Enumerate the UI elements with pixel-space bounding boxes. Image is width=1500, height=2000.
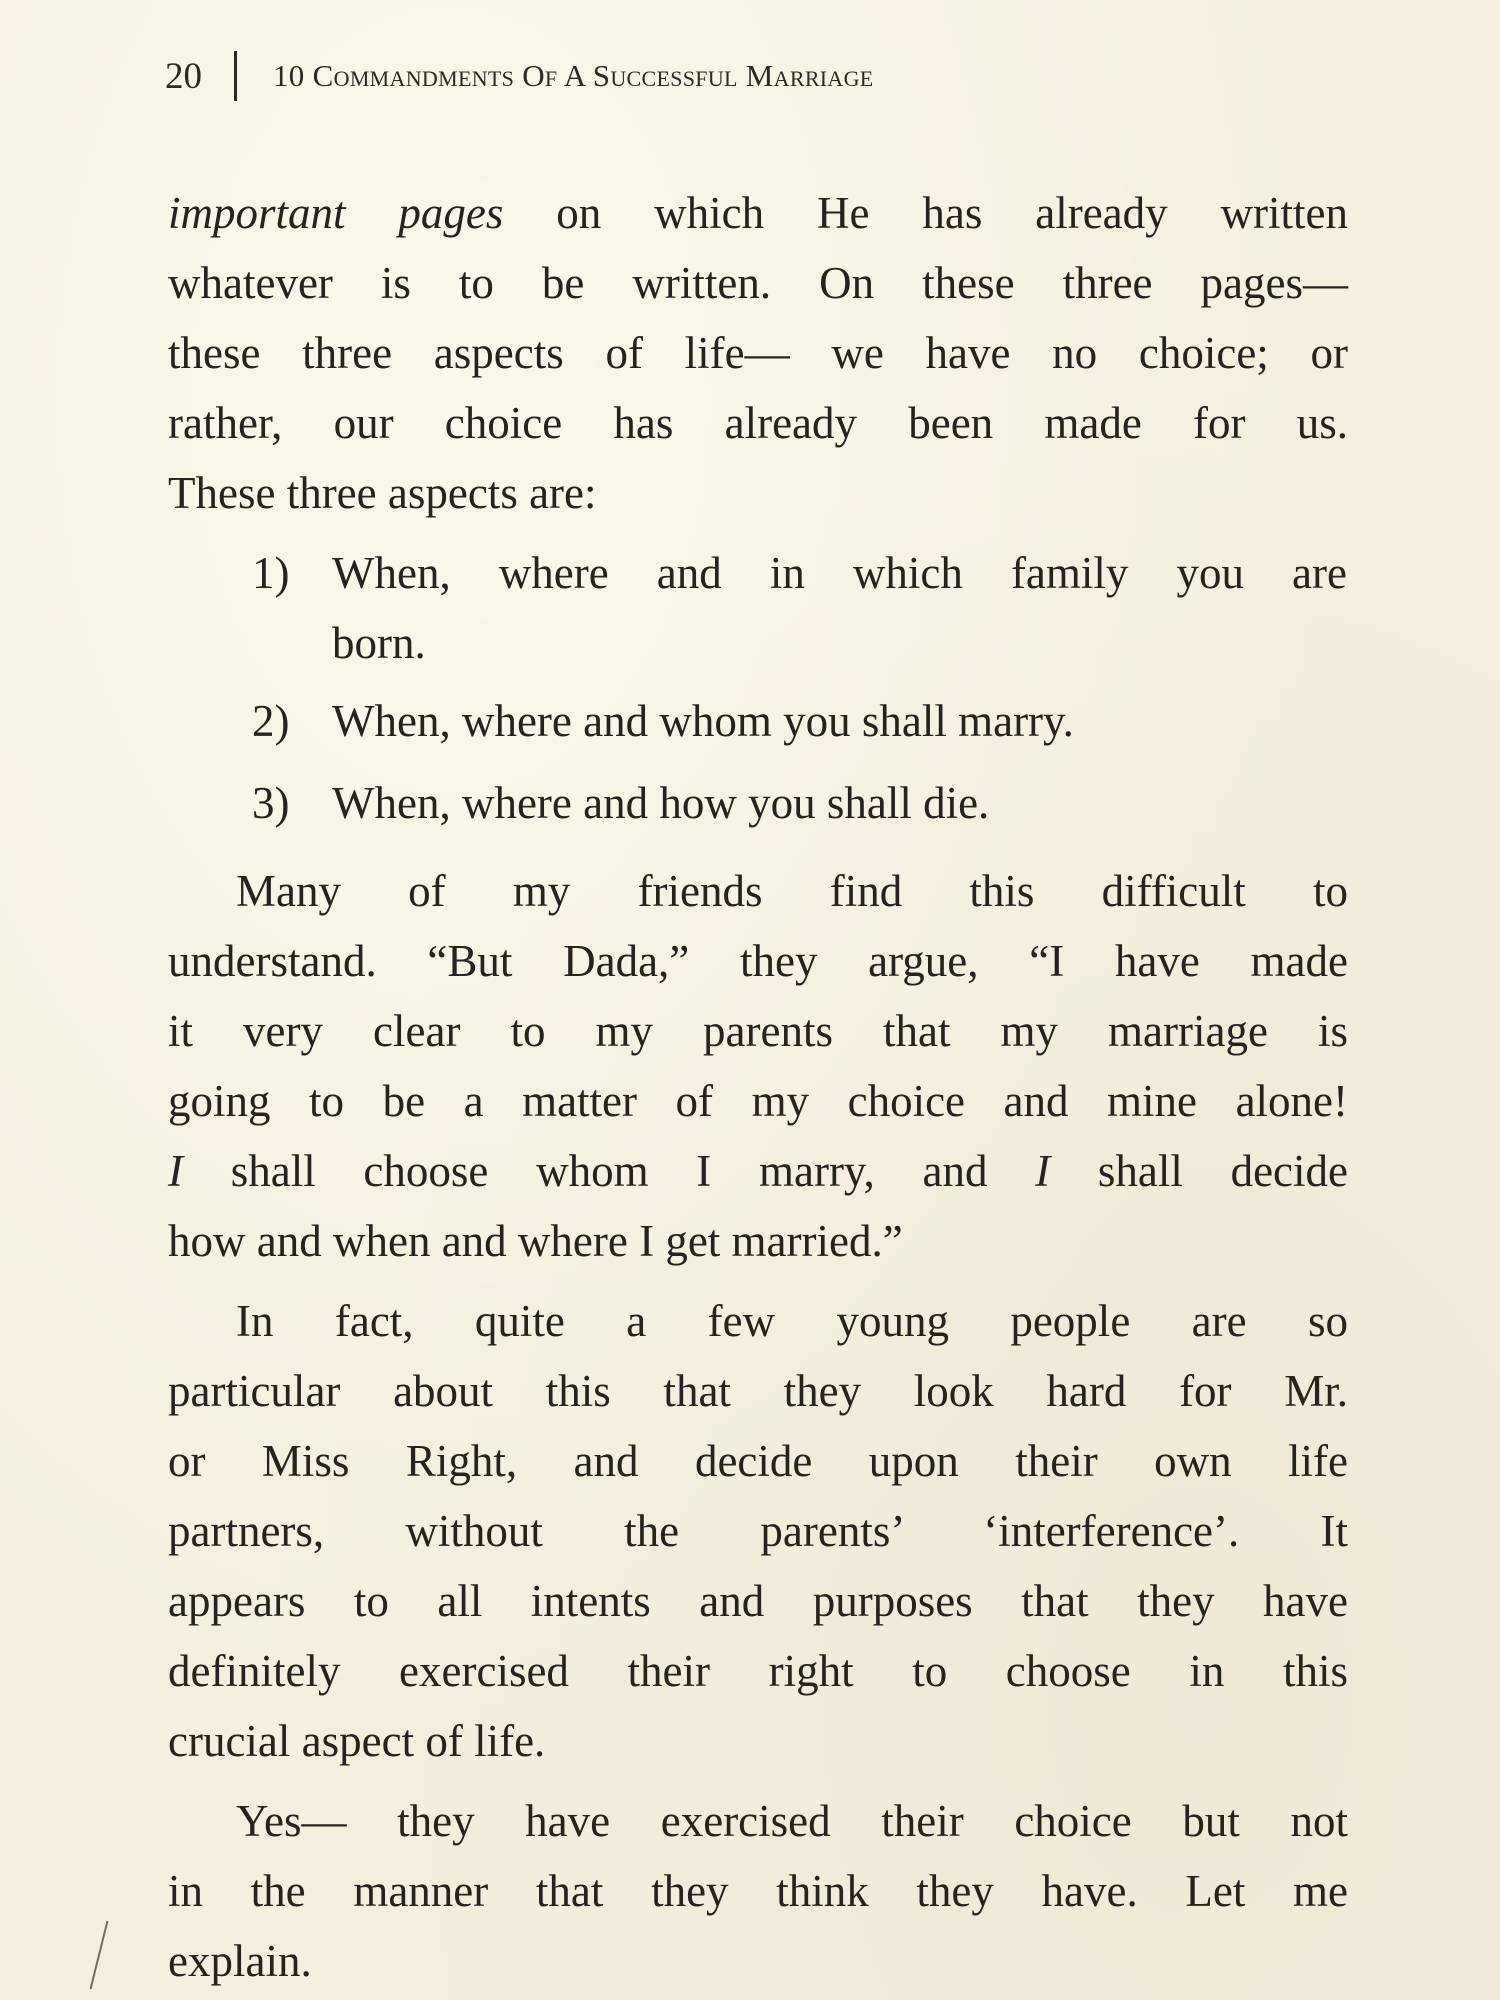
text-line: I shall choose whom I marry, and I shall decide xyxy=(168,1146,1348,1196)
paragraph-1 xyxy=(168,178,1348,528)
text-line: it very clear to my parents that my marriage is xyxy=(168,1006,1348,1056)
italic-word: I xyxy=(168,1146,183,1196)
text-line: partners, without the parents’ ‘interference’. It xyxy=(168,1506,1348,1556)
list-item xyxy=(252,538,1347,678)
list-text: When, where and how you shall die. xyxy=(332,778,990,828)
text-line: In fact, quite a few young people are so xyxy=(236,1296,1348,1346)
text-line: in the manner that they think they have. Let me xyxy=(168,1866,1348,1916)
paragraph-4 xyxy=(168,1786,1348,1996)
list-text: When, where and in which family you are xyxy=(332,548,1347,598)
list-number: 2) xyxy=(252,696,290,746)
text-line: Yes— they have exercised their choice but not xyxy=(236,1796,1348,1846)
text-line: rather, our choice has already been made for us. xyxy=(168,398,1348,448)
list-item xyxy=(252,768,1347,838)
aspects-list xyxy=(252,538,1347,838)
paragraph-3 xyxy=(168,1286,1348,1776)
margin-scratch xyxy=(90,1921,109,1989)
text-line: definitely exercised their right to choose in this xyxy=(168,1646,1348,1696)
text-line: crucial aspect of life. xyxy=(168,1716,546,1766)
text-line: or Miss Right, and decide upon their own life xyxy=(168,1436,1348,1486)
header-divider xyxy=(234,51,237,101)
text-line: appears to all intents and purposes that they have xyxy=(168,1576,1348,1626)
list-number: 1) xyxy=(252,548,290,598)
running-title: 10 Commandments Of A Successful Marriage xyxy=(273,58,874,93)
text-line: important pages on which He has already written xyxy=(168,188,1348,238)
paragraph-2 xyxy=(168,856,1348,1276)
italic-phrase: important pages xyxy=(168,188,504,238)
page-number: 20 xyxy=(165,55,202,97)
list-item xyxy=(252,686,1347,756)
text-line: how and when and where I get married.” xyxy=(168,1216,903,1266)
text-line: going to be a matter of my choice and mine alone! xyxy=(168,1076,1348,1126)
list-text: When, where and whom you shall marry. xyxy=(332,696,1074,746)
text-line: explain. xyxy=(168,1936,312,1986)
text-line: whatever is to be written. On these three pages— xyxy=(168,258,1348,308)
text-line: particular about this that they look hard for Mr. xyxy=(168,1366,1348,1416)
text-line: these three aspects of life— we have no choice; or xyxy=(168,328,1348,378)
running-header xyxy=(165,48,874,104)
text-line: These three aspects are: xyxy=(168,468,597,518)
text-line: understand. “But Dada,” they argue, “I have made xyxy=(168,936,1348,986)
list-text: born. xyxy=(332,618,426,668)
text-line: Many of my friends find this difficult to xyxy=(236,866,1348,916)
list-number: 3) xyxy=(252,778,290,828)
italic-word: I xyxy=(1035,1146,1051,1196)
